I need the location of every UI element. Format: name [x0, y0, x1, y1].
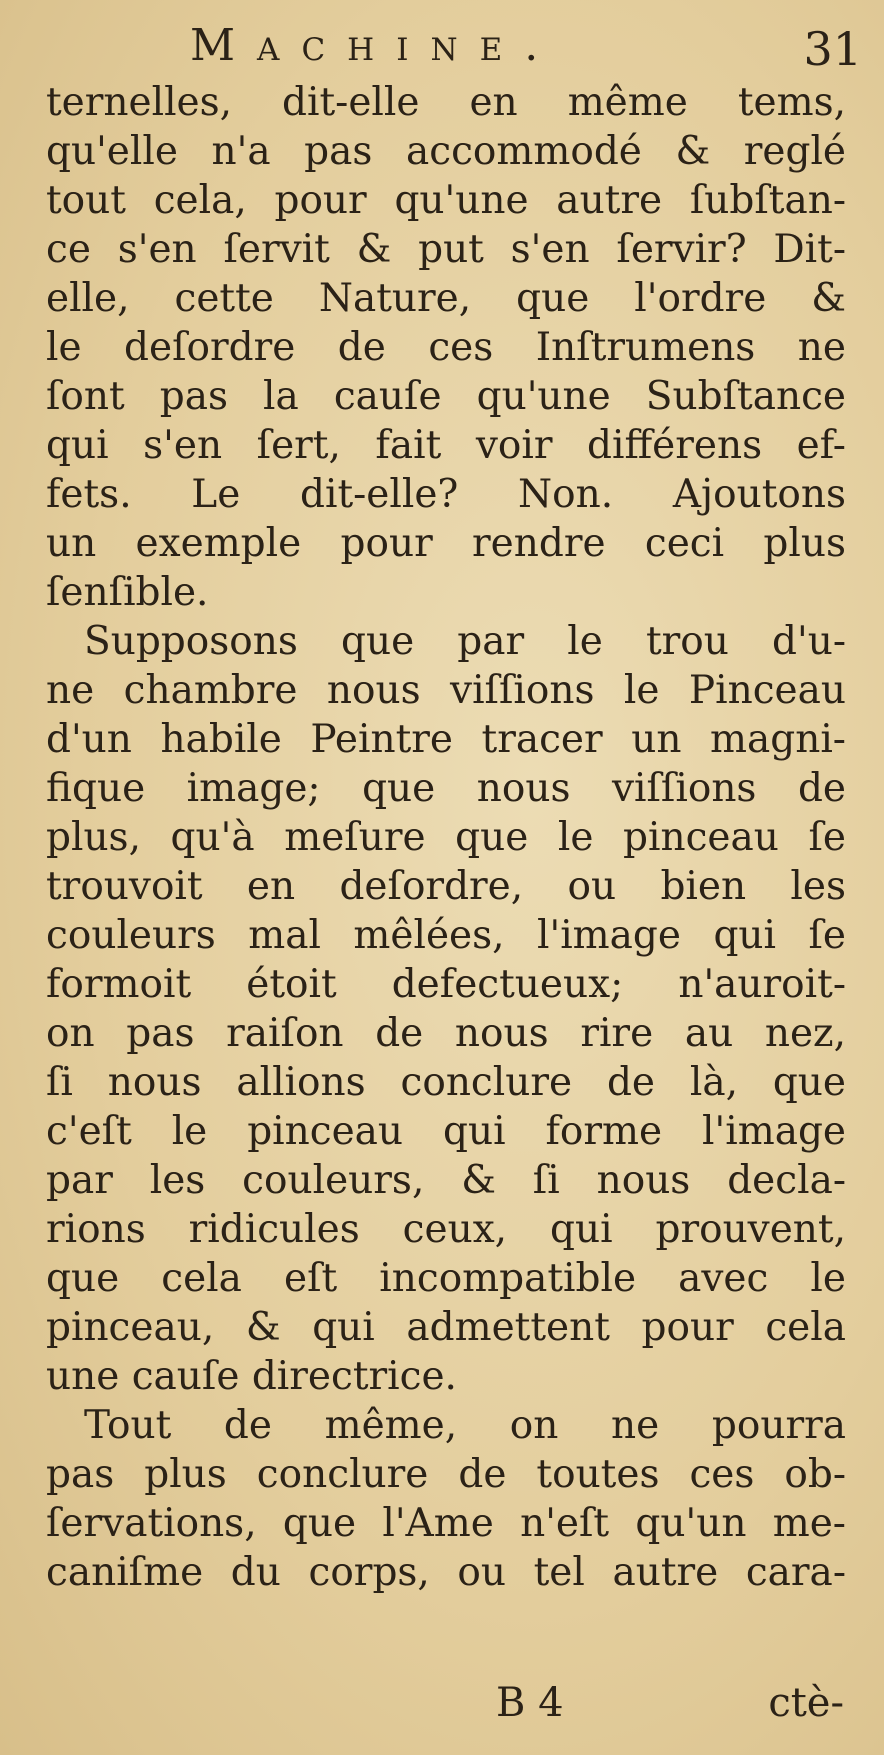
text-line: on pas raiſon de nous rire au nez, [46, 1011, 846, 1056]
text-line: fets. Le dit-elle? Non. Ajoutons [46, 472, 846, 517]
text-line: pas plus conclure de toutes ces ob- [46, 1452, 846, 1497]
running-title: Machine. [190, 20, 561, 71]
signature-mark: B 4 [496, 1680, 564, 1726]
text-line: par les couleurs, & ſi nous decla- [46, 1158, 846, 1203]
text-line: ce s'en ſervit & put s'en ſervir? Dit- [46, 227, 846, 272]
text-line: ne chambre nous viſſions le Pinceau [46, 668, 846, 713]
text-line: caniſme du corps, ou tel autre cara- [46, 1550, 846, 1595]
text-line: un exemple pour rendre ceci plus [46, 521, 846, 566]
text-line: ſervations, que l'Ame n'eſt qu'un me- [46, 1501, 846, 1546]
text-line: tout cela, pour qu'une autre ſubſtan- [46, 178, 846, 223]
text-line: qui s'en ſert, fait voir différens ef- [46, 423, 846, 468]
page-footer [0, 1680, 884, 1740]
text-line: pinceau, & qui admettent pour cela [46, 1305, 846, 1350]
body-text [46, 78, 846, 1597]
text-line: Supposons que par le trou d'u- [84, 619, 846, 664]
catchword: ctè- [768, 1680, 844, 1726]
text-line: Tout de même, on ne pourra [84, 1403, 846, 1448]
text-line: ſi nous allions conclure de là, que [46, 1060, 846, 1105]
text-line: trouvoit en deſordre, ou bien les [46, 864, 846, 909]
page-header [0, 14, 884, 84]
page-number: 31 [803, 22, 862, 76]
text-line: qu'elle n'a pas accommodé & reglé [46, 129, 846, 174]
text-line: une cauſe directrice. [46, 1354, 457, 1399]
text-line: plus, qu'à meſure que le pinceau ſe [46, 815, 846, 860]
text-line: formoit étoit defectueux; n'auroit- [46, 962, 846, 1007]
text-line: ſenſible. [46, 570, 209, 615]
text-line: ſont pas la cauſe qu'une Subſtance [46, 374, 846, 419]
text-line: fique image; que nous viſſions de [46, 766, 846, 811]
text-line: le deſordre de ces Inſtrumens ne [46, 325, 846, 370]
text-line: c'eſt le pinceau qui forme l'image [46, 1109, 846, 1154]
text-line: elle, cette Nature, que l'ordre & [46, 276, 846, 321]
text-line: rions ridicules ceux, qui prouvent, [46, 1207, 846, 1252]
text-line: ternelles, dit-elle en même tems, [46, 80, 846, 125]
text-line: d'un habile Peintre tracer un magni- [46, 717, 846, 762]
text-line: couleurs mal mêlées, l'image qui ſe [46, 913, 846, 958]
text-line: que cela eſt incompatible avec le [46, 1256, 846, 1301]
